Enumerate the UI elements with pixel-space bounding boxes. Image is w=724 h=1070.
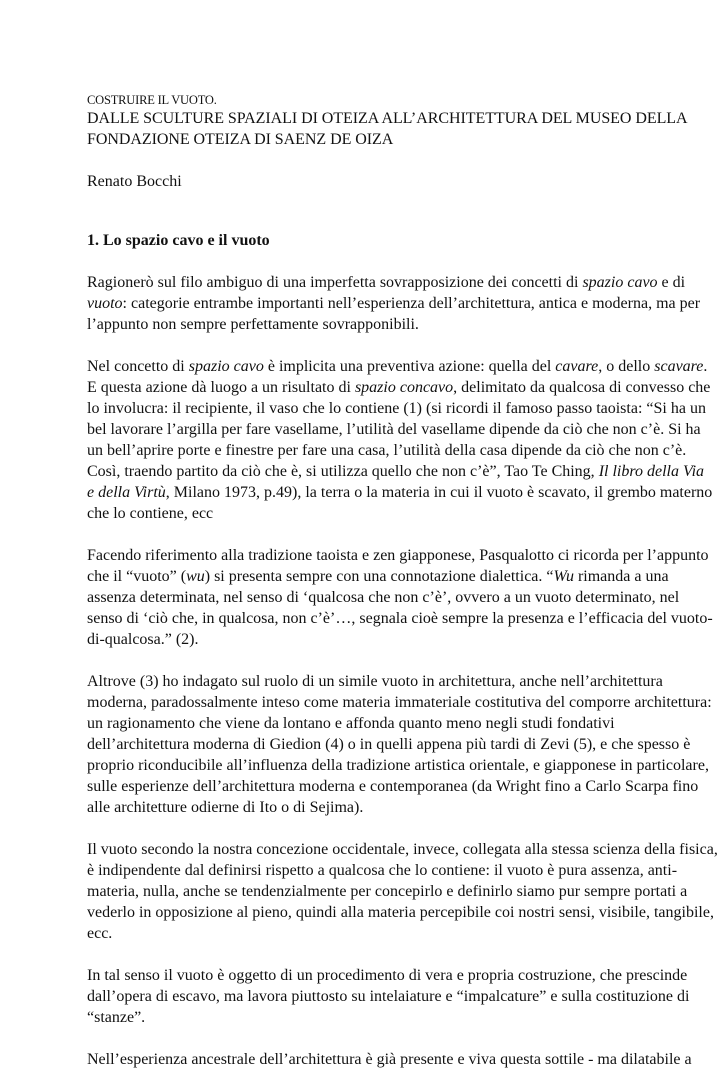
paragraph-line [87, 461, 705, 482]
paragraph-line [87, 755, 709, 776]
text-run: alle architetture odierne di Ito o di Sejima). [87, 799, 364, 816]
text-run: dall’opera di escavo, ma lavora piuttosto su intelaiature e “impalcature” e sulla costituzione di [87, 988, 690, 1005]
italic-text-run: spazio cavo [582, 274, 658, 291]
italic-text-run: e della Virtù [87, 484, 166, 501]
document-body [87, 92, 718, 1070]
paragraph-line [87, 860, 687, 881]
italic-text-run: Il libro della Via [598, 463, 705, 480]
paragraph-line [87, 965, 687, 986]
paragraph-line [87, 503, 687, 524]
pre-title-text: COSTRUIRE IL VUOTO. [87, 93, 217, 107]
italic-text-run: spazio cavo [188, 358, 264, 375]
text-run: vederlo in opposizione al pieno, quindi alla materia percepibile coi nostri sensi, visibile, tangibile, [87, 904, 714, 921]
paragraph-line [87, 545, 709, 566]
paragraph-line [87, 713, 687, 734]
italic-text-run: Wu [553, 568, 574, 585]
author-name: Renato Bocchi [87, 173, 182, 190]
body-paragraph [87, 839, 718, 944]
paragraph-line [87, 293, 701, 314]
paragraph-line [87, 314, 687, 335]
body-paragraph [87, 545, 713, 650]
text-run: rimanda a una [573, 568, 669, 585]
section-heading: 1. Lo spazio cavo e il vuoto [87, 232, 270, 249]
italic-text-run: vuoto [87, 295, 123, 312]
text-run: è implicita una preventiva azione: quella del [263, 358, 556, 375]
paragraph-line [87, 566, 687, 587]
title-line: FONDAZIONE OTEIZA DI SAENZ DE OIZA [87, 131, 394, 148]
body-paragraph [87, 965, 690, 1028]
text-run: assenza determinata, nel senso di ‘qualcosa che non c’è’, ovvero a un vuoto determinato, nel [87, 589, 680, 606]
italic-text-run: spazio concavo [354, 379, 454, 396]
paragraphs-container [87, 272, 718, 1070]
paragraph-line [87, 356, 708, 377]
text-run: moderna, paradossalmente inteso come materia immateriale costitutiva del comporre architettura: [87, 694, 712, 711]
title-line: DALLE SCULTURE SPAZIALI DI OTEIZA ALL’ARCHITETTURA DEL MUSEO DELLA [87, 110, 688, 127]
text-run: Nel concetto di [87, 358, 189, 375]
paragraph-line [87, 1049, 692, 1070]
text-run: “stanze”. [87, 1009, 146, 1026]
paragraph-line [87, 440, 687, 461]
text-run: ) si presenta sempre con una connotazione dialettica. “ [204, 568, 554, 585]
text-run: proprio riconducibile all’influenza della tradizione artistica orientale, e giapponese in particolare, [87, 757, 709, 774]
text-run: , delimitato da qualcosa di convesso che [453, 379, 711, 396]
text-run: ecc. [87, 925, 113, 942]
text-run: : categorie entrambe importanti nell’esperienza dell’architettura, antica e moderna, ma per [122, 295, 701, 312]
paragraph-line [87, 608, 713, 629]
paragraph-line [87, 1007, 687, 1028]
text-run: , o dello [598, 358, 655, 375]
paragraph-line [87, 419, 701, 440]
text-run: senso di ‘ciò che, in qualcosa, non c’è’…, segnala cioè sempre la presenza e l’efficacia del vuoto- [87, 610, 713, 627]
paragraph-line [87, 671, 687, 692]
body-paragraph [87, 671, 712, 818]
text-run: Il vuoto secondo la nostra concezione occidentale, invece, collegata alla stessa scienza della fisica, [87, 841, 718, 858]
paragraph-line [87, 272, 687, 293]
text-run: dell’architettura moderna di Giedion (4) o in quelli appena più tardi di Zevi (5), e che spesso è [87, 736, 691, 753]
text-run: Nell’esperienza ancestrale dell’architettura è già presente e viva questa sottile - ma dilatabile a [87, 1051, 692, 1068]
italic-text-run: wu [186, 568, 205, 585]
paragraph-line [87, 776, 699, 797]
paragraph-line [87, 797, 687, 818]
document-pre-title [87, 92, 687, 108]
text-run: Ragionerò sul filo ambiguo di una imperfetta sovrapposizione dei concetti di [87, 274, 583, 291]
italic-text-run: scavare [654, 358, 704, 375]
body-paragraph [87, 356, 713, 524]
paragraph-line [87, 482, 713, 503]
text-run: lo involucra: il recipiente, il vaso che lo contiene (1) (si ricordi il famoso passo taoista: “Si ha un [87, 400, 706, 417]
text-run: un bell’aprire porte e finestre per fare una casa, l’utilità della casa dipende da ciò che non c’è. [87, 442, 687, 459]
paragraph-line [87, 734, 691, 755]
text-run: Facendo riferimento alla tradizione taoista e zen giapponese, Pasqualotto ci ricorda per l’appunto [87, 547, 709, 564]
paragraph-line [87, 398, 706, 419]
paragraph-line [87, 629, 687, 650]
text-run: e di [657, 274, 686, 291]
text-run: che il “vuoto” ( [87, 568, 187, 585]
body-paragraph [87, 272, 701, 335]
text-run: un ragionamento che viene da lontano e affonda quanto meno negli studi fondativi [87, 715, 615, 732]
document-title [87, 108, 687, 150]
text-run: In tal senso il vuoto è oggetto di un procedimento di vera e propria costruzione, che prescinde [87, 967, 688, 984]
italic-text-run: cavare [555, 358, 599, 375]
paragraph-line [87, 839, 718, 860]
text-run: . [703, 358, 708, 375]
body-paragraph [87, 1049, 692, 1070]
paragraph-line [87, 881, 687, 902]
paragraph-line [87, 902, 714, 923]
paragraph-line [87, 692, 712, 713]
text-run: è indipendente dal definirsi rispetto a qualcosa che lo contiene: il vuoto è pura assenza, anti- [87, 862, 678, 879]
paragraph-line [87, 986, 690, 1007]
text-run: materia, nulla, anche se tendenzialmente per concepirlo e definirlo siamo pur sempre portati a [87, 883, 688, 900]
text-run: Così, traendo partito da ciò che è, si utilizza quello che non c’è”, Tao Te Ching, [87, 463, 599, 480]
text-run: l’appunto non sempre perfettamente sovrapponibili. [87, 316, 419, 333]
text-run: sulle esperienze dell’architettura moderna e contemporanea (da Wright fino a Carlo Scarpa fino [87, 778, 699, 795]
text-run: Altrove (3) ho indagato sul ruolo di un simile vuoto in architettura, anche nell’architettura [87, 673, 663, 690]
text-run: bel lavorare l’argilla per fare vasellame, l’utilità del vasellame dipende da ciò che non c’è. Si ha [87, 421, 701, 438]
paragraph-line [87, 587, 687, 608]
text-run: di-qualcosa.” (2). [87, 631, 199, 648]
text-run: E questa azione dà luogo a un risultato di [87, 379, 355, 396]
paragraph-line [87, 923, 687, 944]
text-run: , Milano 1973, p.49), la terra o la materia in cui il vuoto è scavato, il grembo materno [165, 484, 713, 501]
paragraph-line [87, 377, 711, 398]
text-run: che lo contiene, ecc [87, 505, 214, 522]
